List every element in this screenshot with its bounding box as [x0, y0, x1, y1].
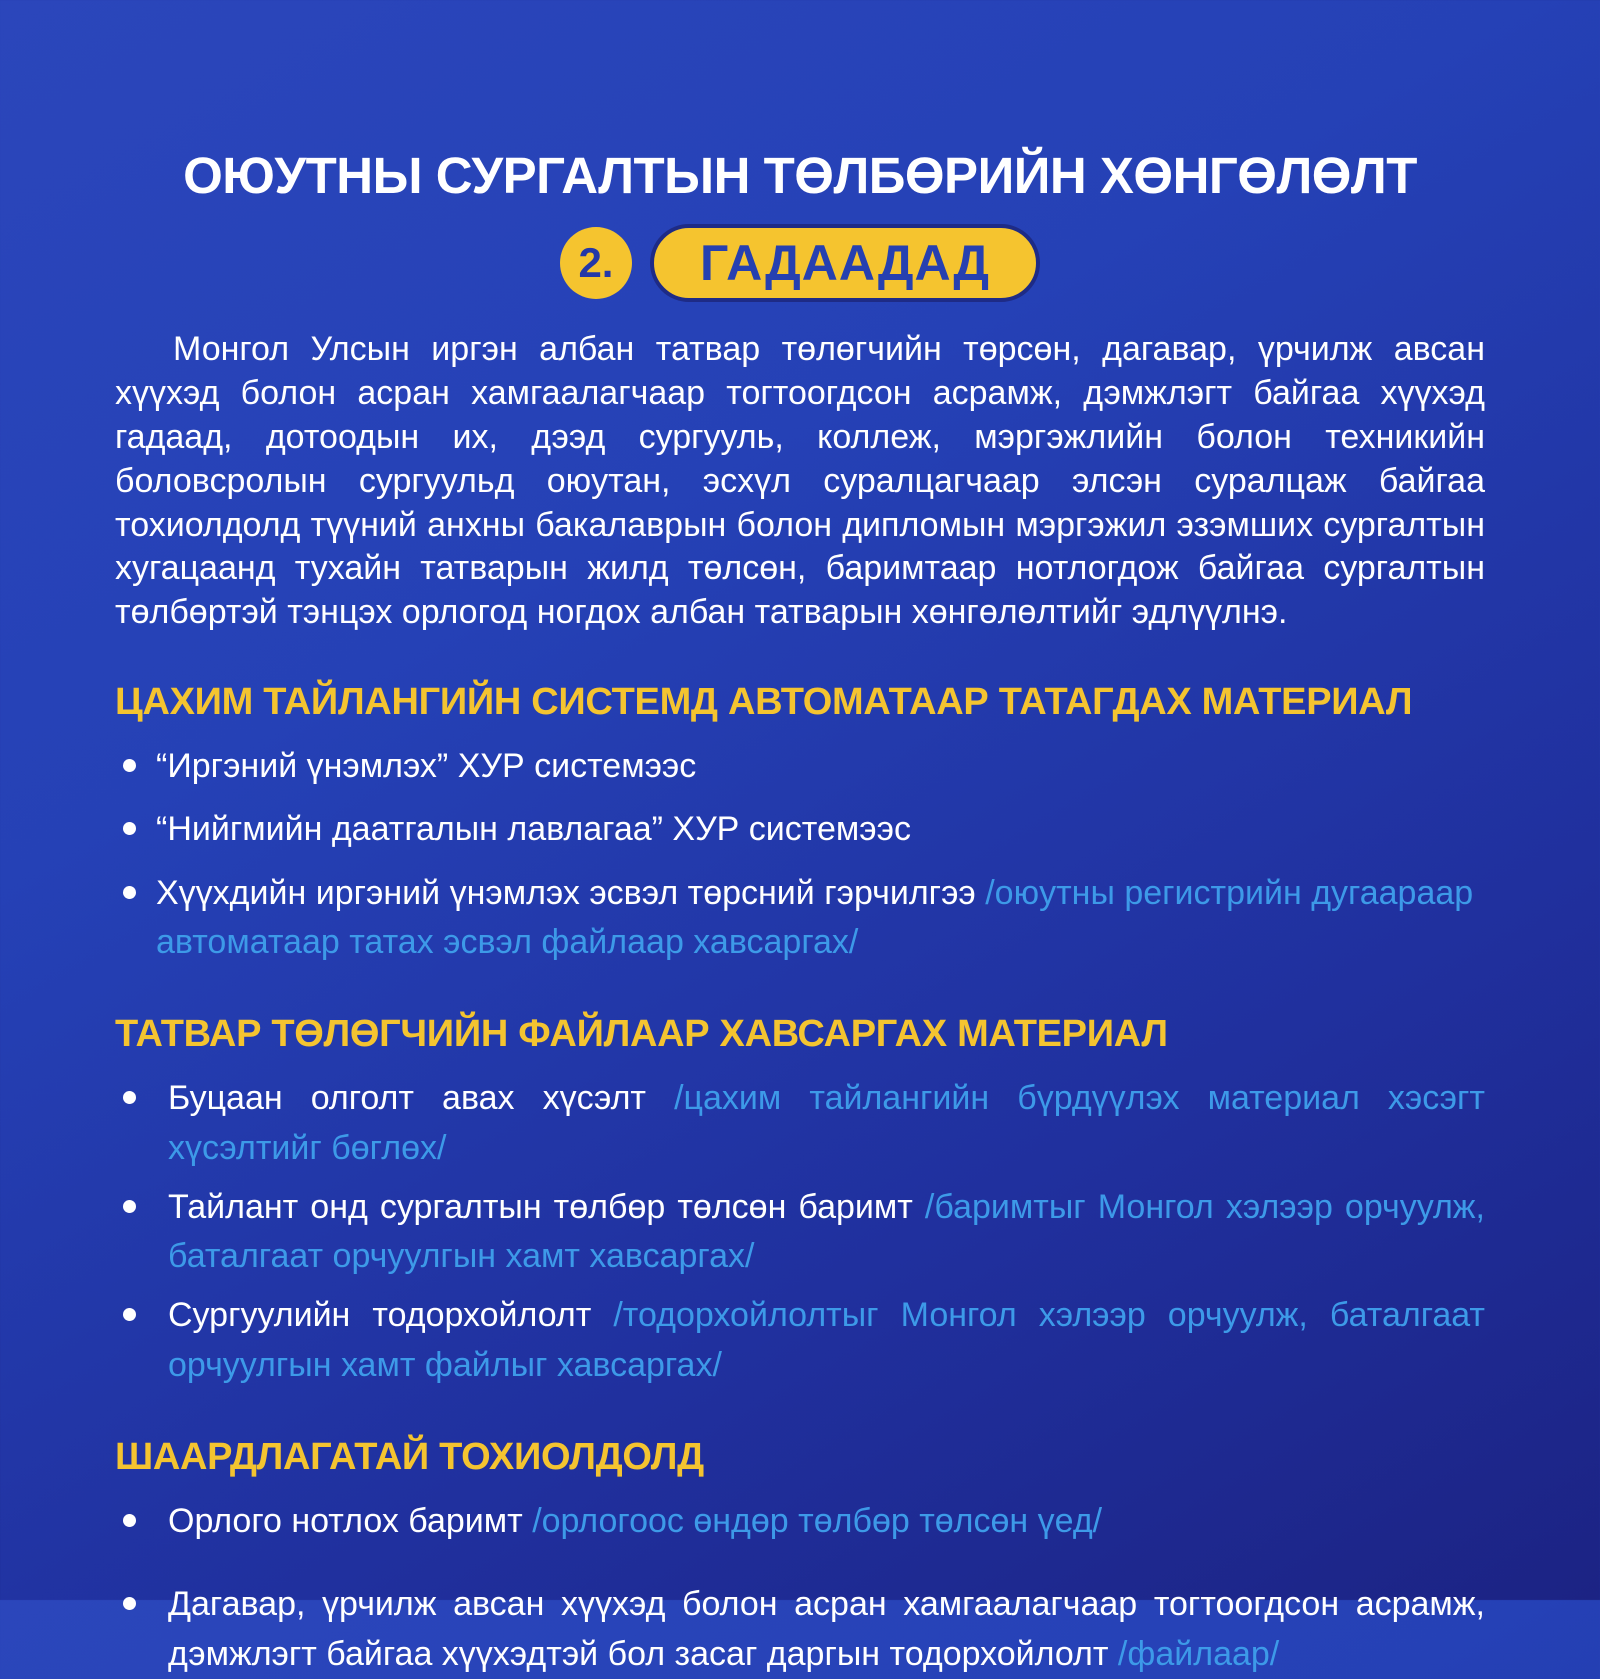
section-heading: ШААРДЛАГАТАЙ ТОХИОЛДОЛД: [115, 1436, 704, 1479]
item-text: [168, 1497, 1102, 1546]
bullet-list: [115, 1497, 1485, 1679]
list-item: [115, 1580, 1485, 1679]
item-note: /оюутны регистрийн дугаараар автоматаар татах эсвэл файлаар хавсаргах/: [156, 873, 1474, 961]
bullet-dot-icon: [123, 1514, 136, 1527]
bullet-dot-icon: [123, 886, 136, 899]
item-main-text: “Иргэний үнэмлэх” ХУР системээс: [156, 747, 697, 786]
page-title: ОЮУТНЫ СУРГАЛТЫН ТӨЛБӨРИЙН ХӨНГӨЛӨЛТ: [183, 147, 1417, 204]
bullet-dot-icon: [123, 1200, 136, 1213]
section-required-cases: [115, 1436, 1485, 1679]
bullet-dot-icon: [123, 1091, 136, 1104]
item-note: /цахим тайлангийн бүрдүүлэх материал хэсэгт хүсэлтийг бөглөх/: [168, 1079, 1485, 1167]
item-main-text: Хүүхдийн иргэний үнэмлэх эсвэл төрсний гэрчилгээ: [156, 873, 986, 912]
badge-row: [115, 224, 1485, 302]
bullet-dot-icon: [123, 1308, 136, 1321]
bullet-dot-icon: [123, 822, 136, 835]
item-text: [168, 1074, 1485, 1173]
list-item: [115, 1183, 1485, 1282]
list-item: [115, 1074, 1485, 1173]
list-item: [115, 869, 1485, 968]
item-main-text: Дагавар, үрчилж авсан хүүхэд болон асран хамгаалагчаар тогтоогдсон асрамж, дэмжлэгт байгаа хүүхэдтэй бол засаг даргын тодорхойлолт: [168, 1585, 1485, 1673]
list-item: [115, 742, 1485, 791]
item-main-text: Сургуулийн тодорхойлолт: [168, 1296, 614, 1335]
bullet-dot-icon: [123, 759, 136, 772]
item-text: [156, 869, 1485, 968]
item-note: /баримтыг Монгол хэлээр орчуулж, баталгаат орчуулгын хамт хавсаргах/: [168, 1187, 1485, 1276]
list-item: [115, 1291, 1485, 1390]
item-main-text: “Нийгмийн даатгалын лавлагаа” ХУР системээс: [156, 810, 911, 849]
section-heading: ТАТВАР ТӨЛӨГЧИЙН ФАЙЛААР ХАВСАРГАХ МАТЕРИАЛ: [115, 1013, 1168, 1056]
item-text: [168, 1183, 1485, 1282]
bullet-dot-icon: [123, 1597, 136, 1610]
item-text: [168, 1580, 1485, 1679]
bullet-list: [115, 1074, 1485, 1390]
item-main-text: Орлого нотлох баримт: [168, 1502, 533, 1541]
intro-paragraph: Монгол Улсын иргэн албан татвар төлөгчийн төрсөн, дагавар, үрчилж авсан хүүхэд болон асран хамгаалагчаар тогтоогдсон асрамж, дэмжлэгт байгаа хүүхэд гадаад, дотоодын их, дээд сургууль, коллеж, мэргэжлийн болон техникийн боловсролын сургуульд оюутан, эсхүл суралцагчаар элсэн суралцаж байгаа тохиолдолд түүний анхны бакалаврын болон дипломын мэргэжил эзэмших сургалтын хугацаанд тухайн татварын жилд төлсөн, баримтаар нотлогдож байгаа сургалтын төлбөртэй тэнцэх орлогод ногдох албан татварын хөнгөлөлтийг эдлүүлнэ.: [115, 330, 1485, 632]
item-main-text: Тайлант онд сургалтын төлбөр төлсөн баримт: [168, 1187, 925, 1226]
item-note: /орлогоос өндөр төлбөр төлсөн үед/: [532, 1502, 1103, 1541]
list-item: [115, 1497, 1485, 1546]
section-taxpayer-attached-materials: [115, 1013, 1485, 1390]
item-note: /файлаар/: [1117, 1634, 1280, 1673]
item-text: [156, 805, 911, 854]
badge-number: 2.: [560, 227, 632, 299]
badge-pill-label: ГАДААДАД: [650, 224, 1040, 302]
item-note: /тодорхойлолтыг Монгол хэлээр орчуулж, баталгаат орчуулгын хамт файлыг хавсаргах/: [168, 1296, 1485, 1384]
section-heading: ЦАХИМ ТАЙЛАНГИЙН СИСТЕМД АВТОМАТААР ТАТАГДАХ МАТЕРИАЛ: [115, 681, 1413, 724]
bullet-list: [115, 742, 1485, 967]
item-text: [156, 742, 696, 791]
item-text: [168, 1291, 1485, 1390]
item-main-text: Буцаан олголт авах хүсэлт: [168, 1079, 675, 1118]
list-item: [115, 805, 1485, 854]
section-auto-pulled-materials: [115, 681, 1485, 967]
